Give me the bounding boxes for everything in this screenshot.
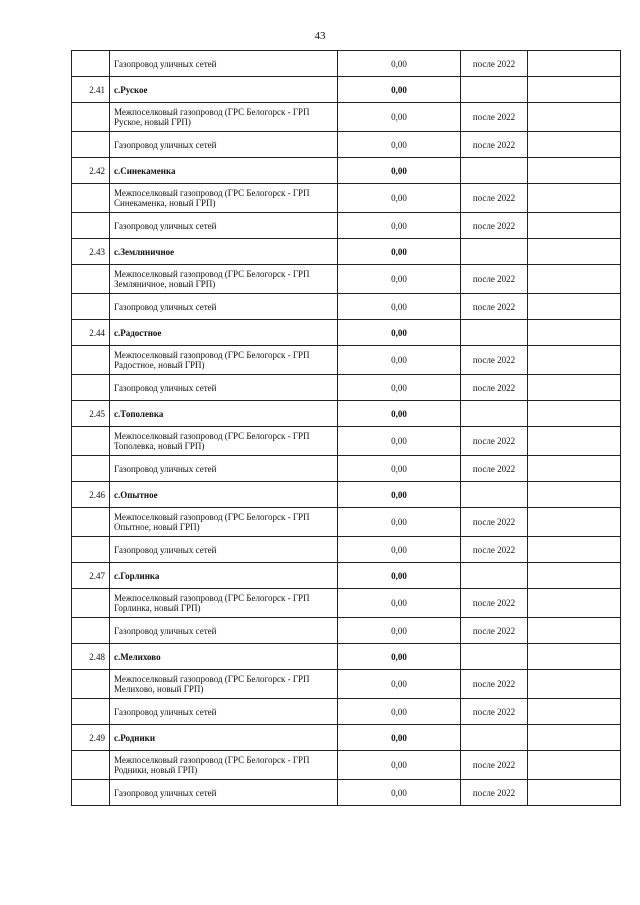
row-year-cell: после 2022 xyxy=(461,508,528,537)
table-row xyxy=(72,132,621,158)
row-number-cell xyxy=(72,537,110,563)
row-number-cell: 2.45 xyxy=(72,401,110,427)
table-row xyxy=(72,699,621,725)
row-blank-cell xyxy=(528,427,621,456)
table-row xyxy=(72,294,621,320)
row-number-cell xyxy=(72,51,110,77)
row-value-cell: 0,00 xyxy=(338,51,461,77)
row-number-cell xyxy=(72,346,110,375)
row-blank-cell xyxy=(528,320,621,346)
row-number-cell: 2.42 xyxy=(72,158,110,184)
row-value-cell: 0,00 xyxy=(338,184,461,213)
row-value-cell: 0,00 xyxy=(338,563,461,589)
row-value-cell: 0,00 xyxy=(338,537,461,563)
row-number-cell: 2.48 xyxy=(72,644,110,670)
table-row-settlement xyxy=(72,77,621,103)
table-row xyxy=(72,456,621,482)
row-blank-cell xyxy=(528,508,621,537)
table-row xyxy=(72,508,621,537)
row-year-cell: после 2022 xyxy=(461,618,528,644)
row-name-cell: Газопровод уличных сетей xyxy=(110,618,338,644)
table-row-settlement xyxy=(72,725,621,751)
row-blank-cell xyxy=(528,158,621,184)
row-value-cell: 0,00 xyxy=(338,618,461,644)
row-value-cell: 0,00 xyxy=(338,427,461,456)
row-value-cell: 0,00 xyxy=(338,77,461,103)
row-name-cell: Межпоселковый газопровод (ГРС Белогорск - ГРП Опытное, новый ГРП) xyxy=(110,508,338,537)
row-blank-cell xyxy=(528,780,621,806)
row-name-cell: Газопровод уличных сетей xyxy=(110,294,338,320)
row-year-cell: после 2022 xyxy=(461,184,528,213)
row-year-cell: после 2022 xyxy=(461,103,528,132)
row-name-cell: с.Опытное xyxy=(110,482,338,508)
table-row xyxy=(72,751,621,780)
row-value-cell: 0,00 xyxy=(338,456,461,482)
table-row xyxy=(72,103,621,132)
row-year-cell: после 2022 xyxy=(461,537,528,563)
row-year-cell xyxy=(461,725,528,751)
row-year-cell xyxy=(461,77,528,103)
row-number-cell xyxy=(72,184,110,213)
row-blank-cell xyxy=(528,670,621,699)
row-number-cell xyxy=(72,132,110,158)
table-row-settlement xyxy=(72,239,621,265)
row-year-cell: после 2022 xyxy=(461,751,528,780)
row-name-cell: Межпоселковый газопровод (ГРС Белогорск - ГРП Земляничное, новый ГРП) xyxy=(110,265,338,294)
row-value-cell: 0,00 xyxy=(338,589,461,618)
table-row xyxy=(72,375,621,401)
page-margin-marks xyxy=(90,830,290,834)
row-blank-cell xyxy=(528,751,621,780)
table-row xyxy=(72,184,621,213)
row-value-cell: 0,00 xyxy=(338,265,461,294)
row-number-cell xyxy=(72,699,110,725)
table-row xyxy=(72,51,621,77)
row-name-cell: с.Земляничное xyxy=(110,239,338,265)
row-year-cell xyxy=(461,239,528,265)
row-blank-cell xyxy=(528,213,621,239)
row-blank-cell xyxy=(528,184,621,213)
table-row xyxy=(72,213,621,239)
row-year-cell: после 2022 xyxy=(461,780,528,806)
table-row xyxy=(72,265,621,294)
row-name-cell: Межпоселковый газопровод (ГРС Белогорск - ГРП Мелихово, новый ГРП) xyxy=(110,670,338,699)
row-number-cell: 2.41 xyxy=(72,77,110,103)
row-number-cell xyxy=(72,103,110,132)
table-row xyxy=(72,346,621,375)
table-row xyxy=(72,618,621,644)
row-year-cell xyxy=(461,401,528,427)
row-number-cell: 2.47 xyxy=(72,563,110,589)
row-value-cell: 0,00 xyxy=(338,725,461,751)
row-value-cell: 0,00 xyxy=(338,508,461,537)
table-row xyxy=(72,589,621,618)
row-year-cell: после 2022 xyxy=(461,589,528,618)
row-value-cell: 0,00 xyxy=(338,103,461,132)
row-number-cell xyxy=(72,427,110,456)
row-blank-cell xyxy=(528,725,621,751)
row-blank-cell xyxy=(528,644,621,670)
row-value-cell: 0,00 xyxy=(338,751,461,780)
row-year-cell: после 2022 xyxy=(461,213,528,239)
table-row-settlement xyxy=(72,644,621,670)
row-name-cell: Газопровод уличных сетей xyxy=(110,132,338,158)
row-number-cell xyxy=(72,456,110,482)
gas-pipeline-table xyxy=(71,50,621,806)
row-blank-cell xyxy=(528,239,621,265)
row-number-cell xyxy=(72,589,110,618)
row-blank-cell xyxy=(528,401,621,427)
row-year-cell: после 2022 xyxy=(461,346,528,375)
row-blank-cell xyxy=(528,563,621,589)
table-row xyxy=(72,780,621,806)
row-year-cell: после 2022 xyxy=(461,670,528,699)
row-year-cell xyxy=(461,320,528,346)
table-body xyxy=(72,51,621,806)
row-number-cell xyxy=(72,618,110,644)
row-blank-cell xyxy=(528,375,621,401)
row-year-cell: после 2022 xyxy=(461,51,528,77)
row-value-cell: 0,00 xyxy=(338,375,461,401)
row-year-cell: после 2022 xyxy=(461,132,528,158)
row-blank-cell xyxy=(528,589,621,618)
row-blank-cell xyxy=(528,132,621,158)
table-row xyxy=(72,670,621,699)
row-name-cell: с.Тополевка xyxy=(110,401,338,427)
row-value-cell: 0,00 xyxy=(338,670,461,699)
row-name-cell: Газопровод уличных сетей xyxy=(110,699,338,725)
row-blank-cell xyxy=(528,346,621,375)
row-number-cell: 2.46 xyxy=(72,482,110,508)
row-number-cell xyxy=(72,213,110,239)
table-row-settlement xyxy=(72,563,621,589)
row-year-cell: после 2022 xyxy=(461,294,528,320)
row-name-cell: Газопровод уличных сетей xyxy=(110,375,338,401)
row-value-cell: 0,00 xyxy=(338,699,461,725)
row-name-cell: Газопровод уличных сетей xyxy=(110,537,338,563)
row-number-cell: 2.44 xyxy=(72,320,110,346)
row-value-cell: 0,00 xyxy=(338,320,461,346)
row-value-cell: 0,00 xyxy=(338,346,461,375)
row-name-cell: Межпоселковый газопровод (ГРС Белогорск - ГРП Тополевка, новый ГРП) xyxy=(110,427,338,456)
row-value-cell: 0,00 xyxy=(338,213,461,239)
row-year-cell xyxy=(461,158,528,184)
row-name-cell: Межпоселковый газопровод (ГРС Белогорск - ГРП Родники, новый ГРП) xyxy=(110,751,338,780)
row-name-cell: Газопровод уличных сетей xyxy=(110,780,338,806)
page-number: 43 xyxy=(314,30,326,42)
row-year-cell: после 2022 xyxy=(461,699,528,725)
row-year-cell xyxy=(461,644,528,670)
row-blank-cell xyxy=(528,482,621,508)
row-year-cell xyxy=(461,482,528,508)
row-blank-cell xyxy=(528,103,621,132)
row-number-cell xyxy=(72,780,110,806)
row-blank-cell xyxy=(528,51,621,77)
row-name-cell: Межпоселковый газопровод (ГРС Белогорск - ГРП Руское, новый ГРП) xyxy=(110,103,338,132)
row-blank-cell xyxy=(528,77,621,103)
row-name-cell: Газопровод уличных сетей xyxy=(110,456,338,482)
row-value-cell: 0,00 xyxy=(338,401,461,427)
row-value-cell: 0,00 xyxy=(338,158,461,184)
row-year-cell: после 2022 xyxy=(461,265,528,294)
row-number-cell xyxy=(72,670,110,699)
row-year-cell: после 2022 xyxy=(461,427,528,456)
row-number-cell xyxy=(72,294,110,320)
row-number-cell xyxy=(72,751,110,780)
table-row-settlement xyxy=(72,401,621,427)
row-value-cell: 0,00 xyxy=(338,780,461,806)
row-name-cell: с.Мелихово xyxy=(110,644,338,670)
row-name-cell: Газопровод уличных сетей xyxy=(110,51,338,77)
row-number-cell xyxy=(72,265,110,294)
row-blank-cell xyxy=(528,699,621,725)
table-row-settlement xyxy=(72,320,621,346)
table-row xyxy=(72,427,621,456)
row-year-cell: после 2022 xyxy=(461,456,528,482)
row-value-cell: 0,00 xyxy=(338,644,461,670)
row-name-cell: Межпоселковый газопровод (ГРС Белогорск - ГРП Горлинка, новый ГРП) xyxy=(110,589,338,618)
table-row xyxy=(72,537,621,563)
row-value-cell: 0,00 xyxy=(338,239,461,265)
row-blank-cell xyxy=(528,537,621,563)
row-name-cell: с.Горлинка xyxy=(110,563,338,589)
row-name-cell: с.Руское xyxy=(110,77,338,103)
row-value-cell: 0,00 xyxy=(338,294,461,320)
row-name-cell: Межпоселковый газопровод (ГРС Белогорск - ГРП Синекаменка, новый ГРП) xyxy=(110,184,338,213)
table-row-settlement xyxy=(72,482,621,508)
row-name-cell: с.Синекаменка xyxy=(110,158,338,184)
row-blank-cell xyxy=(528,265,621,294)
row-name-cell: Газопровод уличных сетей xyxy=(110,213,338,239)
row-number-cell xyxy=(72,375,110,401)
row-number-cell xyxy=(72,508,110,537)
row-year-cell: после 2022 xyxy=(461,375,528,401)
row-blank-cell xyxy=(528,618,621,644)
row-value-cell: 0,00 xyxy=(338,132,461,158)
table-row-settlement xyxy=(72,158,621,184)
row-number-cell: 2.49 xyxy=(72,725,110,751)
row-name-cell: Межпоселковый газопровод (ГРС Белогорск - ГРП Радостное, новый ГРП) xyxy=(110,346,338,375)
row-number-cell: 2.43 xyxy=(72,239,110,265)
row-blank-cell xyxy=(528,294,621,320)
row-blank-cell xyxy=(528,456,621,482)
row-year-cell xyxy=(461,563,528,589)
row-name-cell: с.Радостное xyxy=(110,320,338,346)
row-name-cell: с.Родники xyxy=(110,725,338,751)
row-value-cell: 0,00 xyxy=(338,482,461,508)
